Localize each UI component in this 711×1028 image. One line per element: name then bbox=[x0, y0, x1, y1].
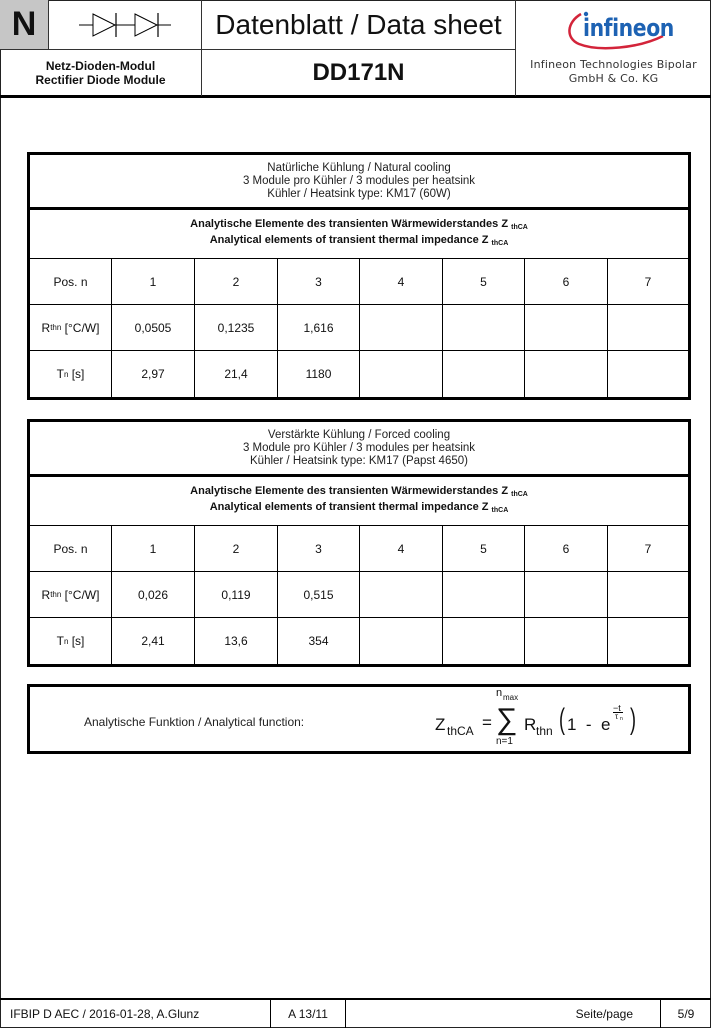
row-label-tn: T n [s] bbox=[30, 351, 112, 397]
formula-nmax-sub: max bbox=[503, 693, 519, 702]
pos-cell: 7 bbox=[608, 526, 688, 572]
pos-cell: 7 bbox=[608, 259, 688, 305]
row-label-rthn: R thn [°C/W] bbox=[30, 572, 112, 618]
infineon-logo-icon bbox=[559, 8, 674, 52]
pos-cell: 2 bbox=[195, 259, 278, 305]
subheading-de: Analytische Elemente des transienten Wärmewiderstandes Z $_{thCA}$ bbox=[190, 485, 528, 498]
formula-nmax: n bbox=[496, 687, 503, 699]
tn-cell bbox=[525, 351, 608, 397]
rthn-cell: 1,616 bbox=[278, 305, 360, 351]
subheading-en: Analytical elements of transient thermal impedance Z $_{thCA}$ bbox=[209, 501, 509, 514]
rthn-cell: 0,515 bbox=[278, 572, 360, 618]
right-paren-icon: ) bbox=[630, 703, 636, 736]
table-heading bbox=[30, 422, 688, 477]
tn-cell: 2,97 bbox=[112, 351, 195, 397]
table-subheading bbox=[30, 477, 688, 526]
tn-cell: 13,6 bbox=[195, 618, 278, 664]
tn-cell bbox=[608, 351, 688, 397]
function-label: Analytische Funktion / Analytical function: bbox=[84, 715, 305, 729]
formula-z-sub: thCA bbox=[447, 724, 474, 738]
subheading-de: Analytische Elemente des transienten Wärmewiderstandes Z $_{thCA}$ bbox=[190, 218, 528, 231]
pos-cell: 1 bbox=[112, 259, 195, 305]
module-type bbox=[0, 50, 202, 96]
tn-cell: 2,41 bbox=[112, 618, 195, 664]
part-number: DD171N bbox=[202, 50, 516, 96]
tn-cell bbox=[443, 351, 525, 397]
pos-cell: 6 bbox=[525, 259, 608, 305]
formula-one-minus-e: 1 - e bbox=[567, 715, 611, 734]
company-name bbox=[530, 58, 697, 86]
tn-cell bbox=[360, 351, 443, 397]
module-type-de: Netz-Dioden-Modul bbox=[45, 59, 156, 73]
company-line-1: Infineon Technologies Bipolar bbox=[530, 58, 697, 71]
formula-exp-numerator: −t bbox=[613, 703, 621, 713]
formula-r: R bbox=[524, 715, 537, 734]
datasheet-footer bbox=[0, 998, 711, 1028]
row-label-pos: Pos. n bbox=[30, 526, 112, 572]
row-label-rthn: R thn [°C/W] bbox=[30, 305, 112, 351]
cooling-type: Natürliche Kühlung / Natural cooling bbox=[267, 162, 451, 174]
document-reference: IFBIP D AEC / 2016-01-28, A.Glunz bbox=[10, 1007, 200, 1021]
pos-cell: 4 bbox=[360, 526, 443, 572]
rthn-cell: 0,026 bbox=[112, 572, 195, 618]
cooling-type: Verstärkte Kühlung / Forced cooling bbox=[267, 429, 451, 441]
formula-r-sub: thn bbox=[536, 724, 553, 738]
formula-z: Z bbox=[435, 715, 446, 734]
forced-cooling-table bbox=[27, 419, 691, 667]
rthn-cell: 0,119 bbox=[195, 572, 278, 618]
revision: A 13/11 bbox=[270, 1000, 346, 1028]
page-label: Seite/page bbox=[575, 1007, 633, 1021]
rthn-cell bbox=[360, 572, 443, 618]
tn-cell bbox=[608, 618, 688, 664]
left-paren-icon: ( bbox=[559, 703, 565, 736]
subheading-en: Analytical elements of transient thermal impedance Z $_{thCA}$ bbox=[209, 234, 509, 247]
tn-cell bbox=[360, 618, 443, 664]
pos-cell: 6 bbox=[525, 526, 608, 572]
module-type-en: Rectifier Diode Module bbox=[35, 73, 166, 87]
pos-cell: 3 bbox=[278, 259, 360, 305]
tn-cell: 1180 bbox=[278, 351, 360, 397]
rthn-cell bbox=[443, 572, 525, 618]
row-label-pos: Pos. n bbox=[30, 259, 112, 305]
formula-equals: = bbox=[482, 713, 492, 732]
rthn-cell bbox=[360, 305, 443, 351]
pos-cell: 2 bbox=[195, 526, 278, 572]
formula-nstart: n=1 bbox=[496, 736, 513, 747]
modules-per-heatsink: 3 Module pro Kühler / 3 modules per heatsink bbox=[242, 175, 476, 187]
modules-per-heatsink: 3 Module pro Kühler / 3 modules per heatsink bbox=[242, 442, 476, 454]
rthn-cell: 0,0505 bbox=[112, 305, 195, 351]
heatsink-type: Kühler / Heatsink type: KM17 (Papst 4650) bbox=[250, 455, 468, 467]
thermal-elements-grid bbox=[30, 259, 688, 397]
rthn-cell bbox=[443, 305, 525, 351]
heatsink-type: Kühler / Heatsink type: KM17 (60W) bbox=[267, 188, 451, 200]
datasheet-header bbox=[0, 0, 711, 98]
tn-cell: 354 bbox=[278, 618, 360, 664]
analytical-function-box bbox=[27, 684, 691, 754]
rthn-cell bbox=[608, 305, 688, 351]
tn-cell: 21,4 bbox=[195, 351, 278, 397]
pos-cell: 5 bbox=[443, 526, 525, 572]
company-line-2: GmbH & Co. KG bbox=[568, 72, 659, 85]
rthn-cell: 0,1235 bbox=[195, 305, 278, 351]
row-label-tn: T n [s] bbox=[30, 618, 112, 664]
page-number: 5/9 bbox=[660, 1000, 711, 1028]
pos-cell: 5 bbox=[443, 259, 525, 305]
formula-exp-den-sub: n bbox=[620, 716, 623, 722]
thermal-elements-grid bbox=[30, 526, 688, 664]
pos-cell: 3 bbox=[278, 526, 360, 572]
tn-cell bbox=[525, 618, 608, 664]
pos-cell: 1 bbox=[112, 526, 195, 572]
table-subheading bbox=[30, 210, 688, 259]
logo-text: infineon bbox=[582, 14, 674, 42]
zthca-formula bbox=[435, 687, 636, 751]
table-heading bbox=[30, 155, 688, 210]
rthn-cell bbox=[525, 305, 608, 351]
sigma-icon: ∑ bbox=[496, 703, 518, 736]
company-block bbox=[516, 0, 711, 96]
document-title: Datenblatt / Data sheet bbox=[202, 0, 516, 50]
pos-cell: 4 bbox=[360, 259, 443, 305]
natural-cooling-table bbox=[27, 152, 691, 400]
formula-exp-denominator: τ bbox=[615, 712, 619, 721]
type-letter: N bbox=[0, 0, 49, 50]
double-diode-symbol-icon bbox=[49, 0, 202, 50]
tn-cell bbox=[443, 618, 525, 664]
rthn-cell bbox=[608, 572, 688, 618]
rthn-cell bbox=[525, 572, 608, 618]
